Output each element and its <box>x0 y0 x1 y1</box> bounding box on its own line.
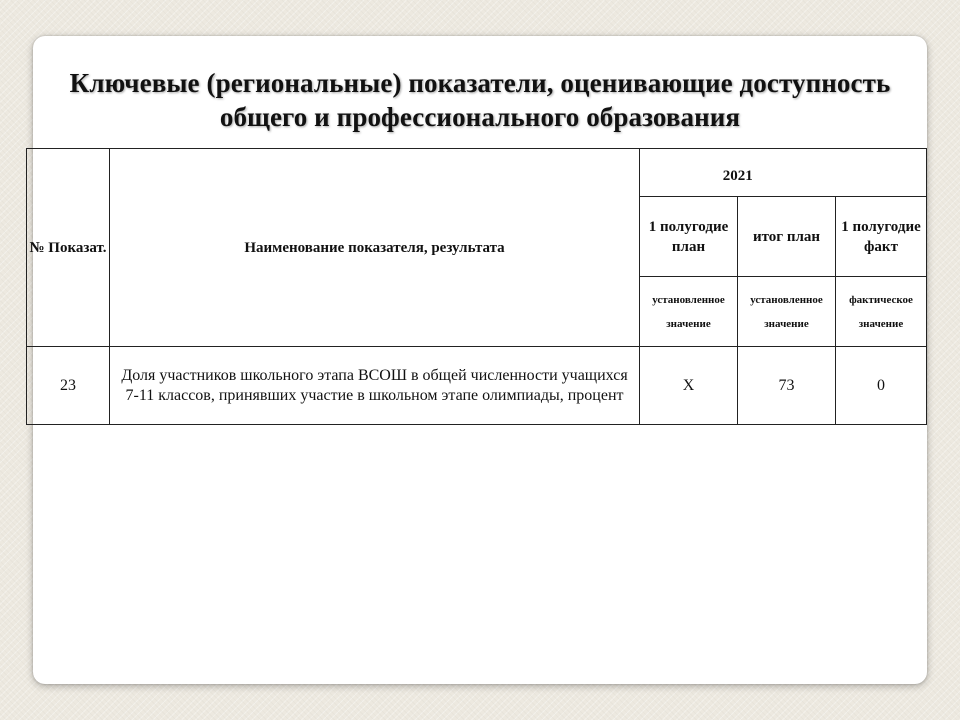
year-label: 2021 <box>722 167 753 184</box>
column-header-total-plan: итог план <box>738 197 836 277</box>
value-label-h1-fact: фактическое значение <box>836 277 927 347</box>
indicators-table <box>26 148 927 425</box>
value-label-h1-plan: установленное значение <box>640 277 738 347</box>
column-header-number <box>27 149 110 347</box>
column-header-name-label: Наименование показателя, результата <box>244 239 505 256</box>
column-header-h1-fact: 1 полугодие факт <box>836 197 927 277</box>
row-h1-plan-value: Х <box>640 347 738 425</box>
row-indicator-name: Доля участников школьного этапа ВСОШ в общей численности учащихся 7-11 классов, принявших участие в школьном этапе олимпиады, процент <box>110 347 640 425</box>
row-number: 23 <box>27 347 110 425</box>
table-row <box>27 347 927 425</box>
page-title <box>33 66 927 134</box>
value-label-total-plan: установленное значение <box>738 277 836 347</box>
column-header-number-label: № Показат. <box>29 239 107 256</box>
column-header-h1-plan: 1 полугодие план <box>640 197 738 277</box>
column-header-year <box>640 149 836 197</box>
column-header-year-extension <box>836 149 927 197</box>
row-h1-fact-value: 0 <box>836 347 927 425</box>
title-line-1: Ключевые (региональные) показатели, оценивающие доступность <box>69 68 891 98</box>
column-header-name <box>110 149 640 347</box>
header-row-year <box>27 149 927 197</box>
title-line-2: общего и профессионального образования <box>219 102 741 132</box>
row-total-plan-value: 73 <box>738 347 836 425</box>
